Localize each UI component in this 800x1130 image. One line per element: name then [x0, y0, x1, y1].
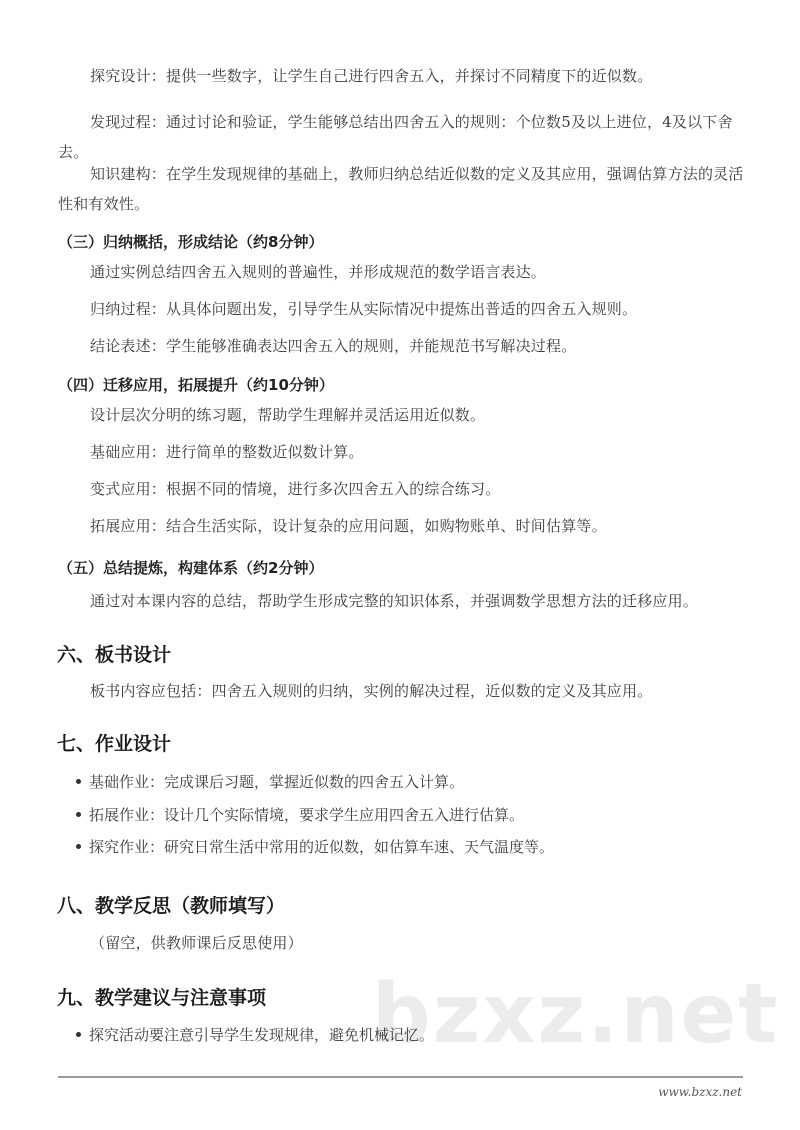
step3-paragraph-3: 结论表述：学生能够准确表达四舍五入的规则，并能规范书写解决过程。 [90, 337, 577, 355]
paragraph-explore-design: 探究设计：提供一些数字，让学生自己进行四舍五入，并探讨不同精度下的近似数。 [90, 67, 653, 85]
footer-url: www.bzxz.net [658, 1085, 742, 1099]
step5-heading: （五）总结提炼，构建体系（约2分钟） [58, 559, 324, 577]
homework-inquiry-text: 探究作业：研究日常生活中常用的近似数，如估算车速、天气温度等。 [89, 838, 555, 856]
section6-heading: 六、板书设计 [57, 644, 172, 666]
step4-paragraph-2: 基础应用：进行简单的整数近似数计算。 [90, 443, 364, 461]
section7-heading: 七、作业设计 [57, 733, 172, 755]
homework-bullet-extended [76, 804, 524, 826]
step5-paragraph-1: 通过对本课内容的总结，帮助学生形成完整的知识体系，并强调数学思想方法的迁移应用。 [90, 592, 699, 610]
section6-paragraph: 板书内容应包括：四舍五入规则的归纳，实例的解决过程，近似数的定义及其应用。 [90, 682, 653, 700]
bullet-icon [76, 1032, 81, 1037]
bullet-icon [76, 779, 81, 784]
homework-basic-text: 基础作业：完成课后习题，掌握近似数的四舍五入计算。 [89, 773, 465, 791]
bullet-icon [76, 844, 81, 849]
section8-heading: 八、教学反思（教师填写） [57, 895, 286, 917]
watermark: bzxz.net [372, 967, 780, 1062]
bullet-icon [76, 812, 81, 817]
footer-divider [58, 1076, 743, 1078]
homework-bullet-basic [76, 771, 464, 793]
step3-paragraph-2: 归纳过程：从具体问题出发，引导学生从实际情况中提炼出普适的四舍五入规则。 [90, 300, 638, 318]
step4-paragraph-3: 变式应用：根据不同的情境，进行多次四舍五入的综合练习。 [90, 480, 501, 498]
homework-extended-text: 拓展作业：设计几个实际情境，要求学生应用四舍五入进行估算。 [89, 806, 525, 824]
paragraph-knowledge-construction: 知识建构：在学生发现规律的基础上，教师归纳总结近似数的定义及其应用，强调估算方法的灵活性和有效性。 [58, 165, 744, 213]
homework-bullet-inquiry [76, 836, 554, 858]
suggestion-bullet-1 [76, 1024, 434, 1046]
paragraph-discovery-process: 发现过程：通过讨论和验证，学生能够总结出四舍五入的规则：个位数5及以上进位，4及以下舍去。 [58, 113, 733, 161]
suggestion-text-1: 探究活动要注意引导学生发现规律，避免机械记忆。 [89, 1026, 435, 1044]
section9-heading: 九、教学建议与注意事项 [57, 987, 267, 1009]
step4-paragraph-1: 设计层次分明的练习题，帮助学生理解并灵活运用近似数。 [90, 406, 486, 424]
step4-paragraph-4: 拓展应用：结合生活实际，设计复杂的应用问题，如购物账单、时间估算等。 [90, 517, 607, 535]
step3-paragraph-1: 通过实例总结四舍五入规则的普遍性，并形成规范的数学语言表达。 [90, 263, 547, 281]
section8-paragraph: （留空，供教师课后反思使用） [90, 934, 303, 952]
step3-heading: （三）归纳概括，形成结论（约8分钟） [58, 233, 324, 251]
step4-heading: （四）迁移应用，拓展提升（约10分钟） [58, 376, 334, 394]
